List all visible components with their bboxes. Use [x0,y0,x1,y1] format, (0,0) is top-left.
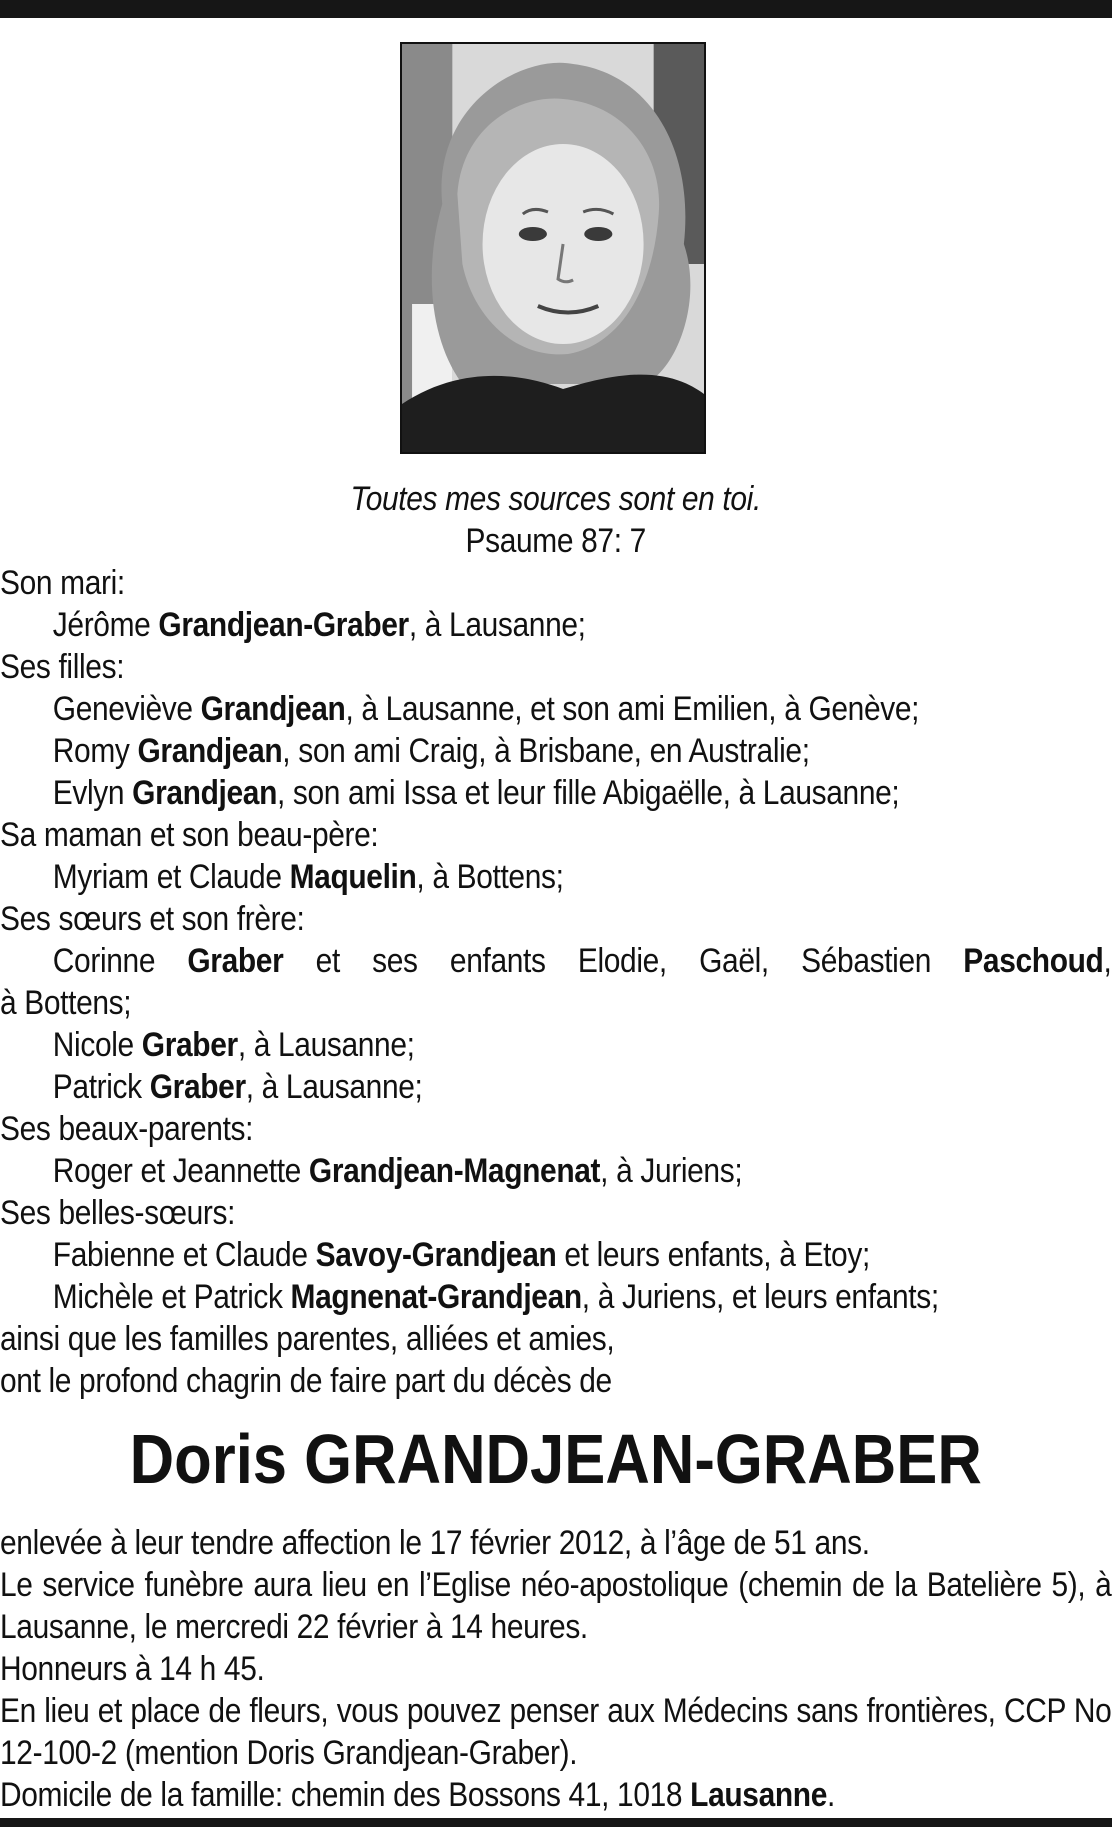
flowers-note: En lieu et place de fleurs, vous pouvez penser aux Médecins sans frontières, CCP No 12-100-2 (mention Doris Grandjean-Graber). [0,1692,1112,1772]
inlaws-heading: Ses beaux-parents: [0,1110,254,1148]
siblings-heading: Ses sœurs et son frère: [0,900,305,938]
domicile: Domicile de la famille: chemin des Bossons 41, 1018 Lausanne. [0,1776,835,1814]
daughter-entry: Geneviève Grandjean, à Lausanne, et son ami Emilien, à Genève; [52,690,920,728]
daughters-heading: Ses filles: [0,648,125,686]
details-line-1: enlevée à leur tendre affection le 17 février 2012, à l’âge de 51 ans. [0,1524,870,1562]
sibling-entry: Patrick Graber, à Lausanne; [52,1068,423,1106]
obituary-text [0,478,1111,1816]
closing-line-2: ont le profond chagrin de faire part du décès de [0,1362,612,1400]
closing-line-1: ainsi que les familles parentes, alliées et amies, [0,1320,615,1358]
epigraph-quote: Toutes mes sources sont en toi. [350,480,761,518]
sister-in-law-entry: Michèle et Patrick Magnenat-Grandjean, à Juriens, et leurs enfants; [52,1278,939,1316]
sibling-entry: Nicole Graber, à Lausanne; [52,1026,415,1064]
mother-entry: Myriam et Claude Maquelin, à Bottens; [52,858,564,896]
sibling-entry-corinne: Corinne Graber et ses enfants Elodie, Gaël, Sébastien Paschoud, [52,942,1112,980]
sister-in-law-entry: Fabienne et Claude Savoy-Grandjean et leurs enfants, à Etoy; [52,1236,870,1274]
husband-heading: Son mari: [0,564,125,602]
bottom-rule [0,1818,1112,1827]
husband-entry: Jérôme Grandjean-Graber, à Lausanne; [52,606,586,644]
portrait-photo [400,42,706,454]
mother-heading: Sa maman et son beau-père: [0,816,379,854]
deceased-name: Doris GRANDJEAN-GRABER [129,1420,982,1498]
epigraph-reference: Psaume 87: 7 [465,522,646,560]
top-rule [0,0,1112,18]
daughter-entry: Romy Grandjean, son ami Craig, à Brisbane, en Australie; [52,732,810,770]
service-details: Le service funèbre aura lieu en l’Eglise néo-apostolique (chemin de la Batelière 5), à Lausanne, le mercredi 22 février à 14 heures. [0,1566,1112,1646]
daughter-entry: Evlyn Grandjean, son ami Issa et leur fille Abigaëlle, à Lausanne; [52,774,900,812]
inlaws-entry: Roger et Jeannette Grandjean-Magnenat, à Juriens; [52,1152,743,1190]
sisters-in-law-heading: Ses belles-sœurs: [0,1194,236,1232]
portrait-image [402,44,704,452]
honneurs: Honneurs à 14 h 45. [0,1650,265,1688]
sibling-entry-corinne-continued: à Bottens; [0,984,132,1022]
